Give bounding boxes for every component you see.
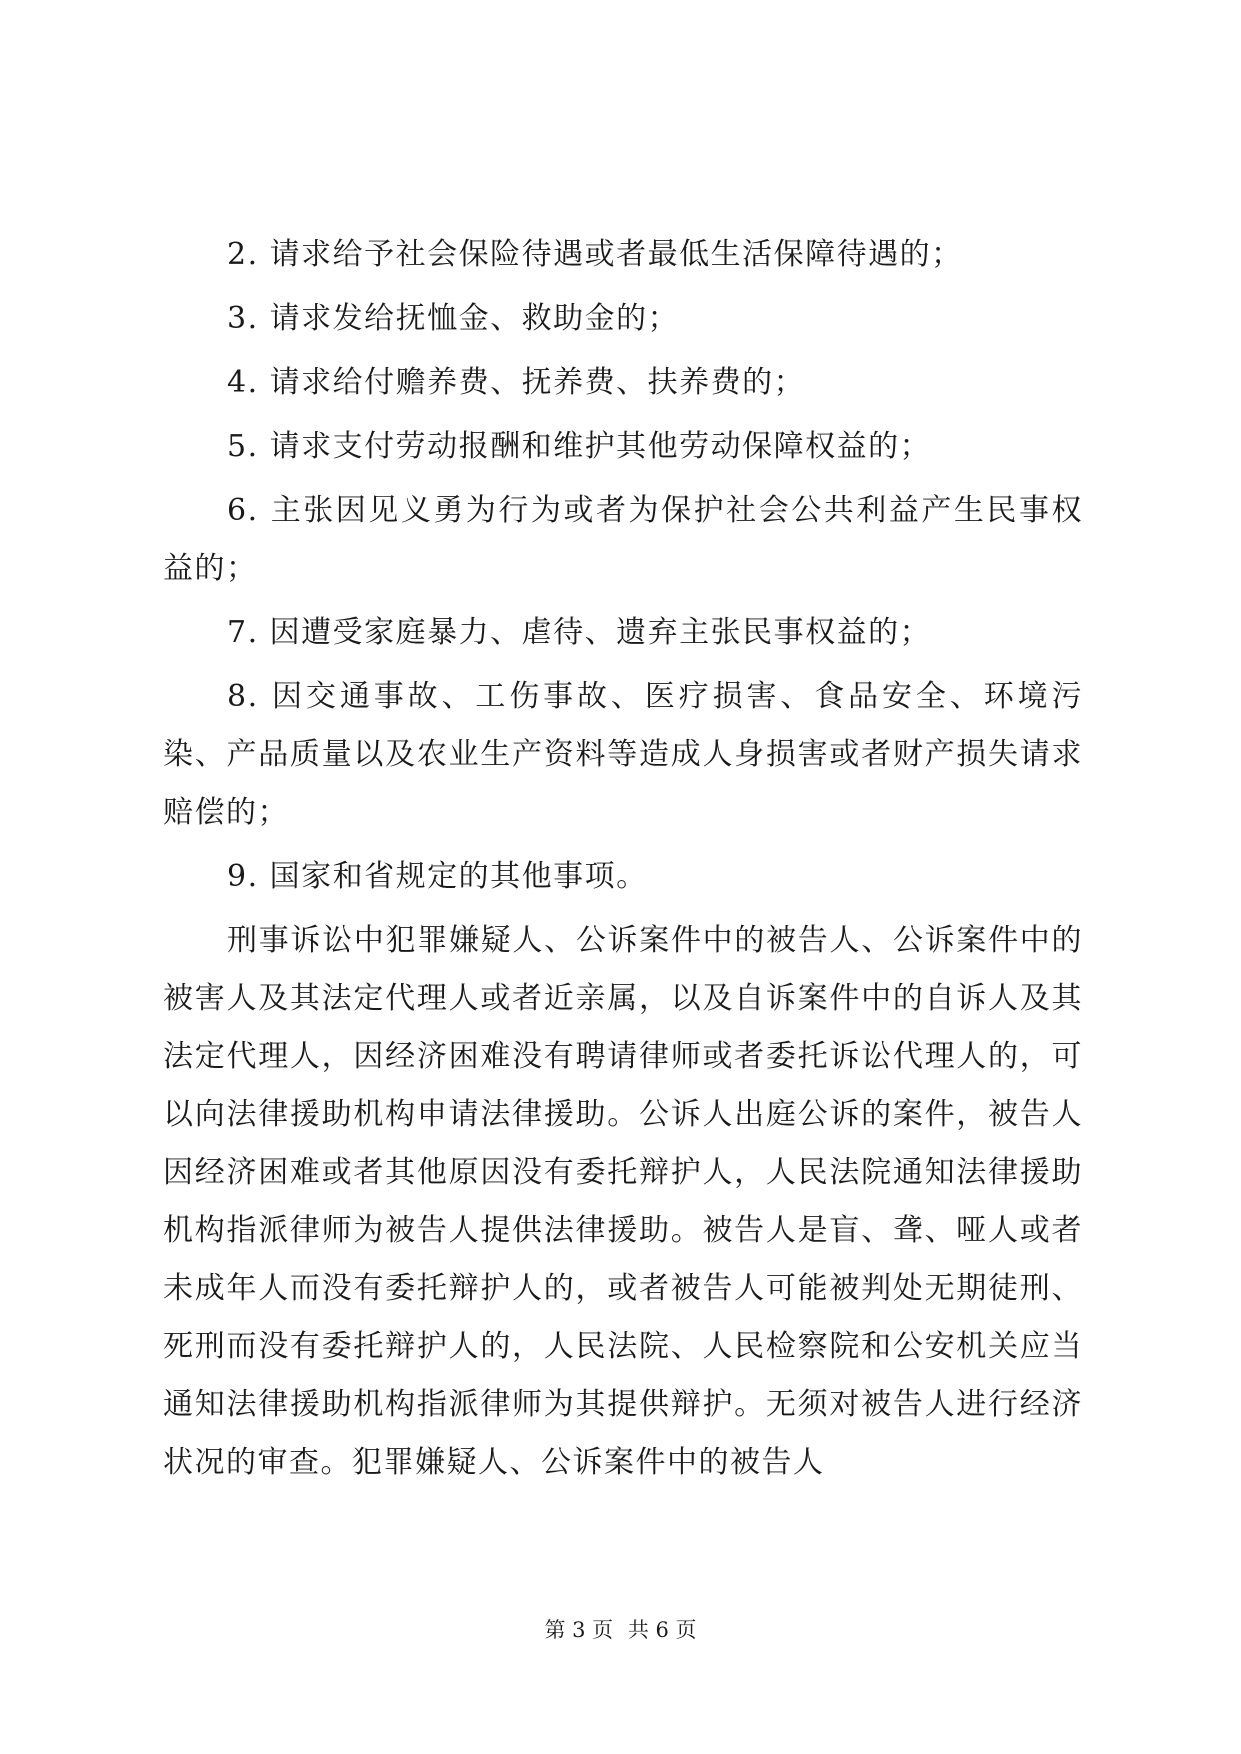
- list-item-9: 9. 国家和省规定的其他事项。: [227, 859, 648, 894]
- page-footer: [0, 1614, 1241, 1644]
- list-item-8: 8. 因交通事故、工伤事故、医疗损害、食品安全、环境污染、产品质量以及农业生产资料等造成人身损害或者财产损失请求赔偿的；: [163, 679, 1083, 830]
- list-item-7: 7. 因遭受家庭暴力、虐待、遗弃主张民事权益的；: [227, 615, 932, 650]
- page-total: 共 6 页: [627, 1618, 697, 1642]
- list-item-5: 5. 请求支付劳动报酬和维护其他劳动保障权益的；: [227, 429, 932, 464]
- list-item-4: 4. 请求给付赡养费、抚养费、扶养费的；: [227, 365, 806, 400]
- list-item-2: 2. 请求给予社会保险待遇或者最低生活保障待遇的；: [227, 237, 963, 272]
- page-number: 第 3 页: [544, 1618, 614, 1642]
- list-item-3: 3. 请求发给抚恤金、救助金的；: [227, 301, 680, 336]
- criminal-case-paragraph: 刑事诉讼中犯罪嫌疑人、公诉案件中的被告人、公诉案件中的被害人及其法定代理人或者近亲属，以及自诉案件中的自诉人及其法定代理人，因经济困难没有聘请律师或者委托诉讼代理人的，可以向法律援助机构申请法律援助。公诉人出庭公诉的案件，被告人因经济困难或者其他原因没有委托辩护人，人民法院通知法律援助机构指派律师为被告人提供法律援助。被告人是盲、聋、哑人或者未成年人而没有委托辩护人的，或者被告人可能被判处无期徒刑、死刑而没有委托辩护人的，人民法院、人民检察院和公安机关应当通知法律援助机构指派律师为其提供辩护。无须对被告人进行经济状况的审查。犯罪嫌疑人、公诉案件中的被告人: [163, 923, 1083, 1480]
- document-body: [163, 226, 1083, 1492]
- list-item-6: 6. 主张因见义勇为行为或者为保护社会公共利益产生民事权益的；: [163, 493, 1083, 586]
